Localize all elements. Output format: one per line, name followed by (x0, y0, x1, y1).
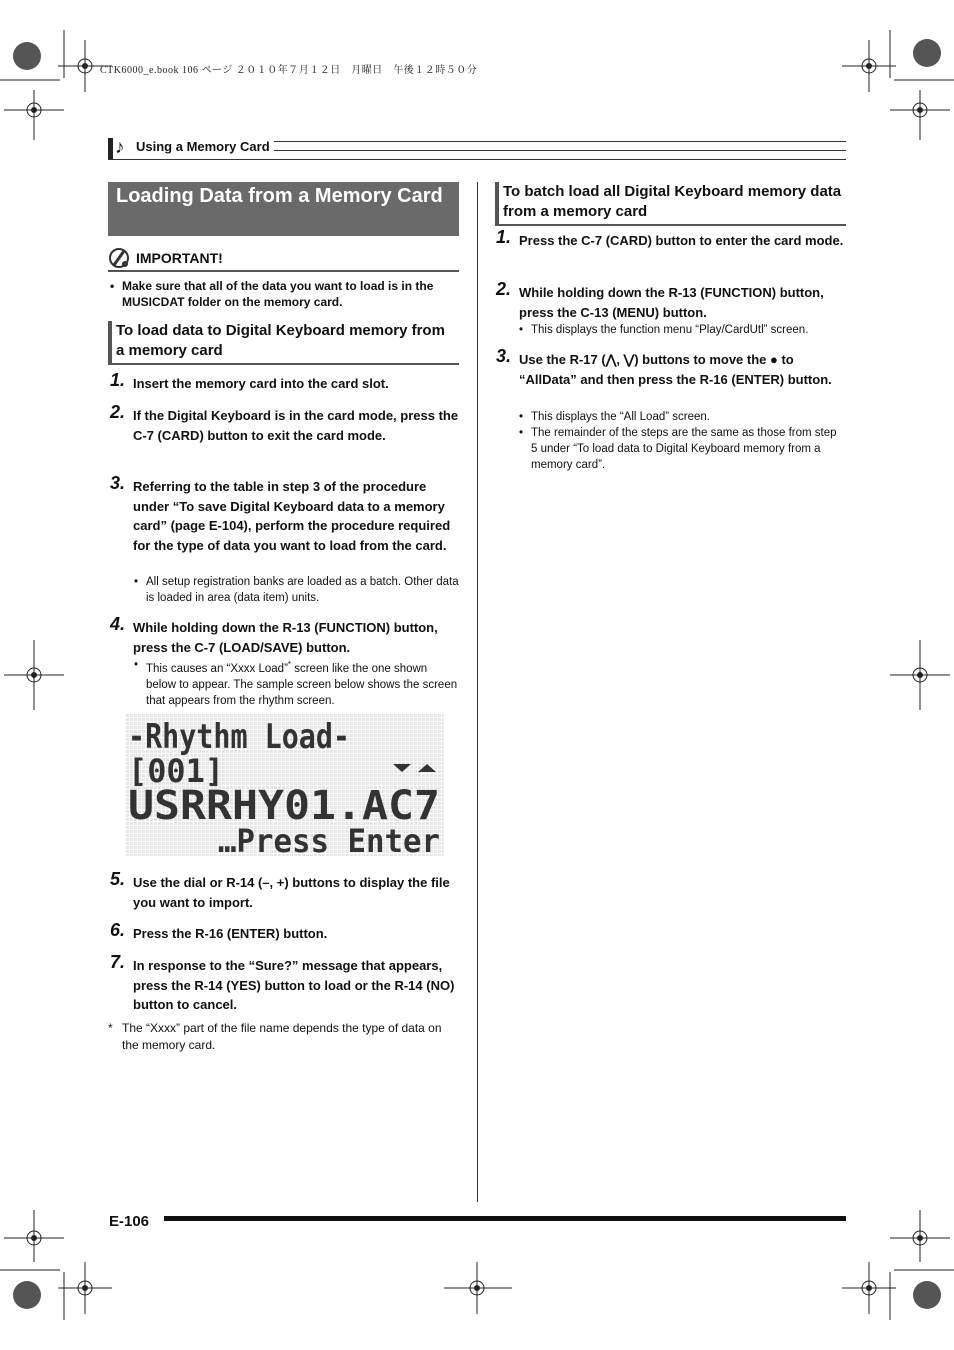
step-3-notes (133, 574, 459, 606)
right-step-3-note-2: • The remainder of the steps are the same as those from step 5 under “To load data to Digital Keyboard memory from a memory card”. (518, 425, 846, 473)
step-4-notes (133, 657, 459, 709)
lcd-screen (126, 714, 444, 856)
step-text: Press the C-7 (CARD) button to enter the card mode. (519, 233, 844, 248)
lcd-line-3: USRRHY01.AC7 (128, 783, 440, 829)
footnote-ref: * (287, 660, 292, 669)
lcd-line-1: -Rhythm Load- (128, 717, 350, 757)
right-step-3-notes (518, 409, 846, 473)
step-3-note: • All setup registration banks are loaded as a batch. Other data is loaded in area (data item) units. (133, 574, 459, 606)
page-number: E-106 (109, 1213, 150, 1230)
step-text: If the Digital Keyboard is in the card mode, press the C-7 (CARD) button to exit the card mode. (133, 408, 459, 443)
header-lines (218, 141, 846, 151)
step-number: 6. (110, 920, 126, 940)
important-box (108, 247, 459, 310)
footnote-star: * (108, 1021, 113, 1035)
right-step-2-notes (518, 322, 846, 338)
step-text: Insert the memory card into the card slot. (133, 376, 389, 391)
important-body: Make sure that all of the data you want to load is in the MUSICDAT folder on the memory card. (122, 279, 434, 309)
header-baseline (108, 159, 846, 160)
step-4-note (133, 657, 459, 709)
step-text: While holding down the R-13 (FUNCTION) button, press the C-13 (MENU) button. (519, 285, 824, 320)
header-title: Using a Memory Card (136, 139, 274, 154)
right-step-2-note: • This displays the function menu “Play/CardUtl” screen. (518, 322, 846, 338)
step-text: Referring to the table in step 3 of the procedure under “To save Digital Keyboard data to a memory card” (page E-104), perform the procedure required for the type of data you want to load from the card. (133, 479, 451, 553)
lcd-line-4: …Press Enter (218, 822, 440, 856)
step-4-note-post: screen like the one shown below to appear. The sample screen below shows the screen that appears from the rhythm screen. (146, 662, 458, 707)
step-number: 2. (110, 402, 126, 422)
step-text: While holding down the R-13 (FUNCTION) button, press the C-7 (LOAD/SAVE) button. (133, 620, 438, 655)
step-text: Use the dial or R-14 (–, +) buttons to display the file you want to import. (133, 875, 450, 910)
left-subhead: To load data to Digital Keyboard memory from a memory card (108, 321, 459, 365)
step-number: 2. (496, 279, 512, 299)
step-number: 1. (110, 370, 126, 390)
important-header (108, 247, 459, 272)
lcd-line-2: [001] (128, 752, 224, 790)
step-text: In response to the “Sure?” message that appears, press the R-14 (YES) button to load or the R-14 (NO) button to cancel. (133, 958, 455, 1012)
music-note-icon: ♪ (115, 137, 125, 158)
lcd-display (126, 714, 444, 856)
footnote-text: The “Xxxx” part of the file name depends the type of data on the memory card. (122, 1021, 442, 1052)
footer-rule (164, 1216, 846, 1221)
step-number: 1. (496, 227, 512, 247)
section-title: Loading Data from a Memory Card (108, 182, 459, 236)
header-bar (108, 138, 113, 159)
step-number: 7. (110, 952, 126, 972)
right-subhead: To batch load all Digital Keyboard memory data from a memory card (495, 182, 846, 226)
right-step-3-note-1: • This displays the “All Load” screen. (518, 409, 846, 425)
running-header (108, 138, 846, 160)
step-4-note-pre: This causes an “Xxxx Load” (146, 662, 288, 675)
important-label: IMPORTANT! (136, 250, 223, 266)
column-divider (477, 182, 478, 1202)
bullet-dot: • (110, 279, 115, 293)
print-info: CTK6000_e.book 106 ページ ２０１０年７月１２日 月曜日 午後１２時５０分 (100, 65, 478, 76)
footnote (108, 1020, 459, 1054)
important-text (108, 278, 459, 310)
step-number: 3. (496, 346, 512, 366)
warning-icon (108, 247, 132, 269)
step-text: Use the R-17 (⋀, ⋁) buttons to move the ● to “AllData” and then press the R-16 (ENTER) button. (519, 352, 832, 387)
step-number: 4. (110, 614, 126, 634)
step-number: 5. (110, 869, 126, 889)
step-text: Press the R-16 (ENTER) button. (133, 926, 328, 941)
step-number: 3. (110, 473, 126, 493)
